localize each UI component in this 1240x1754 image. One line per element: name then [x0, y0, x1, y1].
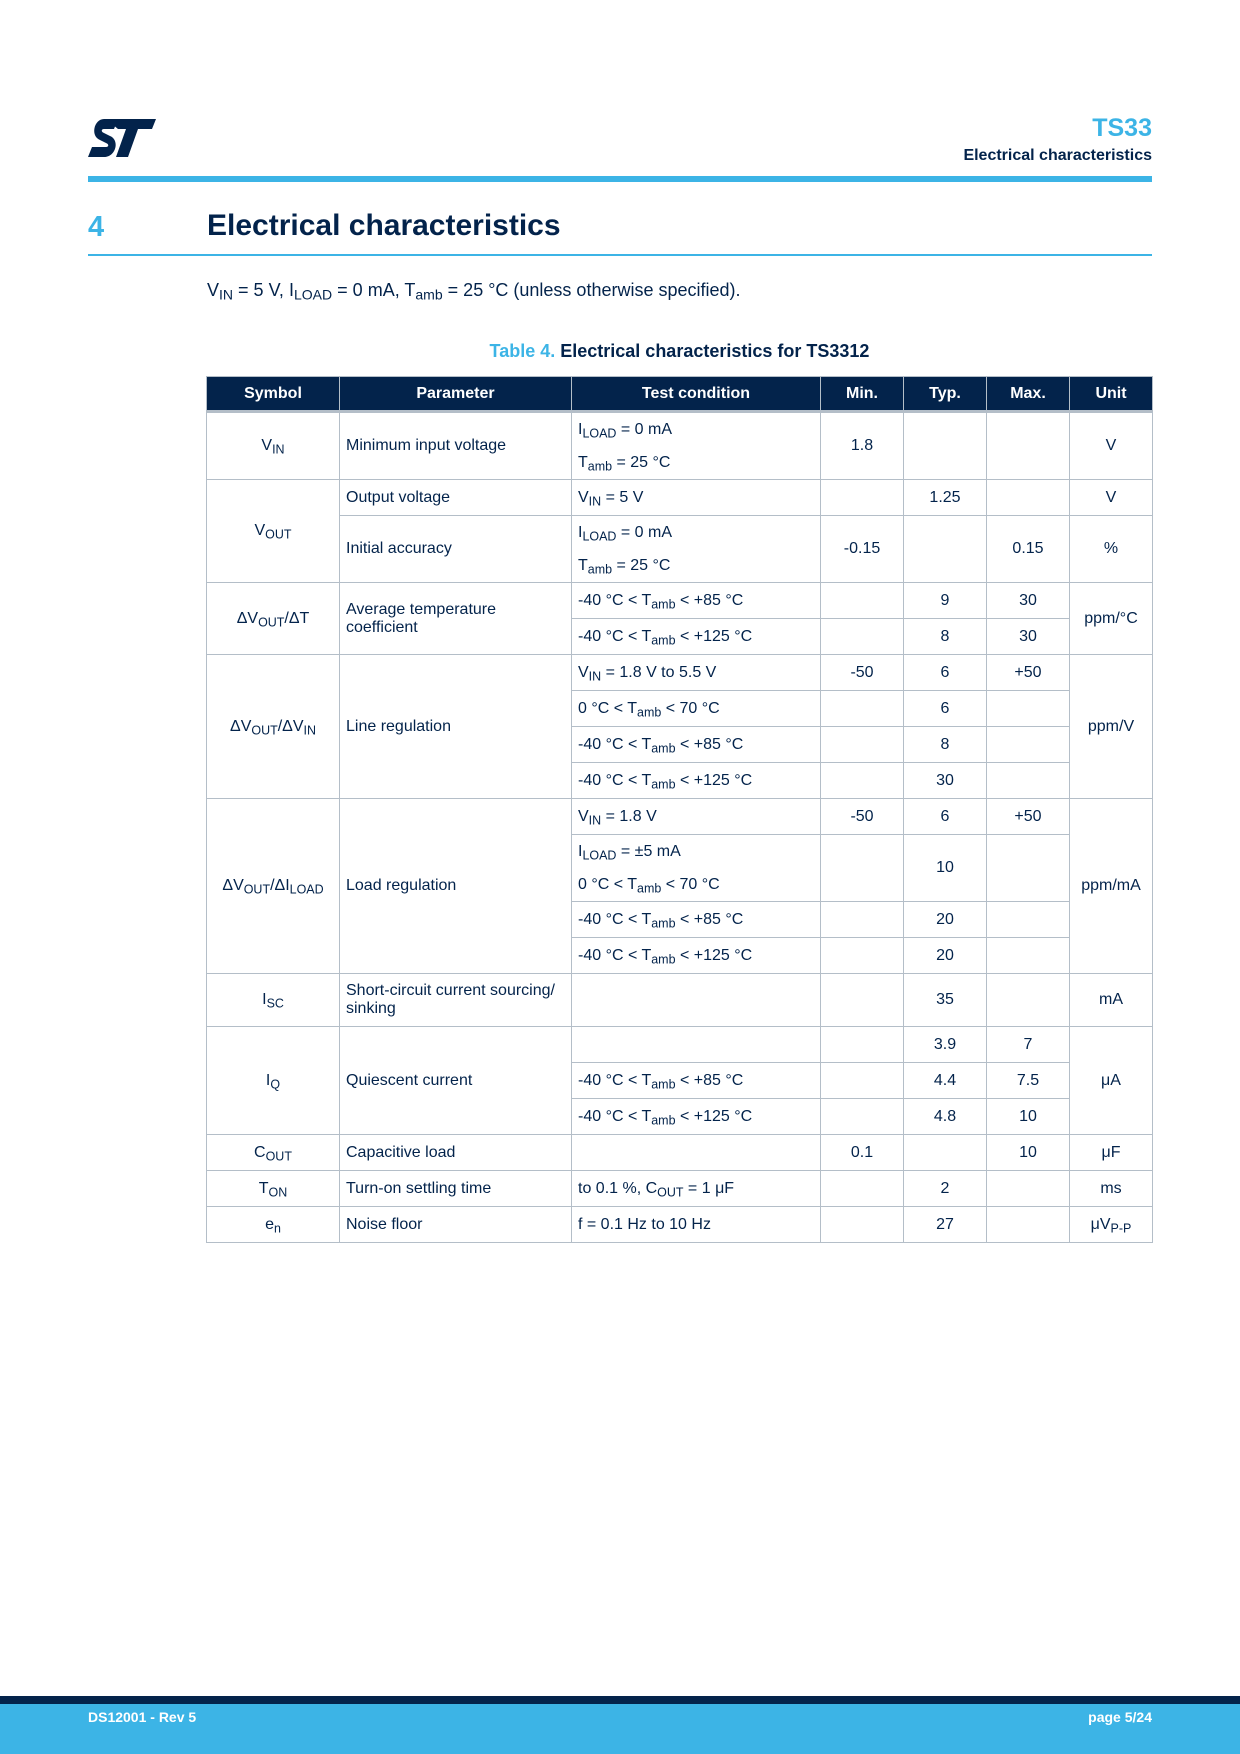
min-cell: 0.1	[821, 1135, 904, 1171]
parameter-cell: Turn-on settling time	[340, 1171, 572, 1207]
max-cell	[987, 1171, 1070, 1207]
table-row	[207, 480, 1153, 516]
col-header-typ: Typ.	[904, 377, 987, 412]
parameter-cell: Noise floor	[340, 1207, 572, 1243]
col-header-min: Min.	[821, 377, 904, 412]
condition-cell: $I_{LOAD} = \pm 5$ mA 0 $^\circ C < T_{amb} < 70$ °C	[572, 835, 821, 902]
condition-cell: -40 $^\circ C < T_{amb} < +85$ °C	[572, 1063, 821, 1099]
condition-cell: -40 $^\circ C < T_{amb} < +85$ °C	[572, 583, 821, 619]
condition-cell: -40 $^\circ C < T_{amb} < +125$ °C	[572, 938, 821, 974]
min-cell	[821, 619, 904, 655]
typ-cell: 2	[904, 1171, 987, 1207]
table-row	[207, 412, 1153, 480]
col-header-parameter: Parameter	[340, 377, 572, 412]
table-row	[207, 1135, 1153, 1171]
min-cell	[821, 1171, 904, 1207]
min-cell	[821, 1027, 904, 1063]
max-cell	[987, 902, 1070, 938]
symbol-cell: $T_{ON}$	[207, 1171, 340, 1207]
max-cell	[987, 691, 1070, 727]
condition-cell: $I_{LOAD} = 0$ mA $T_{amb} = 25$ °C	[572, 516, 821, 583]
max-cell: 0.15	[987, 516, 1070, 583]
symbol-cell: $I_Q$	[207, 1027, 340, 1135]
max-cell	[987, 412, 1070, 480]
parameter-cell: Load regulation	[340, 799, 572, 974]
unit-cell: μA	[1070, 1027, 1153, 1135]
footer-page-number: page 5/24	[1088, 1709, 1152, 1725]
max-cell: +50	[987, 655, 1070, 691]
unit-cell: ppm/°C	[1070, 583, 1153, 655]
symbol-cell: $\Delta V_{OUT}/\Delta I_{LOAD}$	[207, 799, 340, 974]
condition-cell: -40 $^\circ C < T_{amb} < +125$ °C	[572, 763, 821, 799]
symbol-cell: $e_n$	[207, 1207, 340, 1243]
table-caption-title: Electrical characteristics for TS3312	[555, 341, 870, 361]
typ-cell	[904, 1135, 987, 1171]
symbol-cell: $I_{SC}$	[207, 974, 340, 1027]
condition-cell: -40 $^\circ C < T_{amb} < +125$ °C	[572, 619, 821, 655]
table-header-row	[207, 377, 1153, 412]
typ-cell	[904, 412, 987, 480]
typ-cell: 20	[904, 938, 987, 974]
condition-cell: f = 0.1 Hz to 10 Hz	[572, 1207, 821, 1243]
max-cell	[987, 1207, 1070, 1243]
symbol-cell: $\Delta V_{OUT}/\Delta V_{IN}$	[207, 655, 340, 799]
footer-bar-dark	[0, 1696, 1240, 1704]
max-cell	[987, 974, 1070, 1027]
section-rule	[88, 254, 1152, 256]
table-row	[207, 1207, 1153, 1243]
table-row	[207, 1027, 1153, 1063]
min-cell	[821, 480, 904, 516]
max-cell: 10	[987, 1135, 1070, 1171]
typ-cell	[904, 516, 987, 583]
unit-cell: $\mu V_{P-P}$	[1070, 1207, 1153, 1243]
parameter-cell: Line regulation	[340, 655, 572, 799]
symbol-cell: $\Delta V_{OUT}/\Delta T$	[207, 583, 340, 655]
col-header-unit: Unit	[1070, 377, 1153, 412]
parameter-cell: Output voltage	[340, 480, 572, 516]
max-cell: 7	[987, 1027, 1070, 1063]
typ-cell: 35	[904, 974, 987, 1027]
condition-cell: 0 $^\circ C < T_{amb} < 70$ °C	[572, 691, 821, 727]
parameter-cell: Capacitive load	[340, 1135, 572, 1171]
typ-cell: 27	[904, 1207, 987, 1243]
unit-cell: %	[1070, 516, 1153, 583]
typ-cell: 6	[904, 655, 987, 691]
col-header-symbol: Symbol	[207, 377, 340, 412]
section-title: Electrical characteristics	[207, 209, 561, 242]
min-cell	[821, 583, 904, 619]
min-cell	[821, 1099, 904, 1135]
footer-doc-id: DS12001 - Rev 5	[88, 1709, 197, 1725]
min-cell	[821, 727, 904, 763]
table-row	[207, 974, 1153, 1027]
parameter-cell: Initial accuracy	[340, 516, 572, 583]
unit-cell: mA	[1070, 974, 1153, 1027]
unit-cell: ppm/V	[1070, 655, 1153, 799]
max-cell	[987, 727, 1070, 763]
max-cell: 30	[987, 619, 1070, 655]
max-cell	[987, 938, 1070, 974]
table-row	[207, 655, 1153, 691]
min-cell	[821, 691, 904, 727]
unit-cell: ppm/mA	[1070, 799, 1153, 974]
min-cell	[821, 938, 904, 974]
condition-cell	[572, 1135, 821, 1171]
header-rule	[88, 176, 1152, 182]
condition-cell: to 0.1 %, $C_{OUT} = 1$ μF	[572, 1171, 821, 1207]
typ-cell: 10	[904, 835, 987, 902]
typ-cell: 8	[904, 619, 987, 655]
unit-cell: ms	[1070, 1171, 1153, 1207]
parameter-cell: Minimum input voltage	[340, 412, 572, 480]
typ-cell: 9	[904, 583, 987, 619]
min-cell	[821, 902, 904, 938]
max-cell: 10	[987, 1099, 1070, 1135]
condition-cell	[572, 1027, 821, 1063]
table-row	[207, 1171, 1153, 1207]
max-cell	[987, 480, 1070, 516]
unit-cell: V	[1070, 412, 1153, 480]
typ-cell: 30	[904, 763, 987, 799]
condition-cell: -40 $^\circ C < T_{amb} < +125$ °C	[572, 1099, 821, 1135]
parameter-cell: Average temperature coefficient	[340, 583, 572, 655]
condition-cell: -40 $^\circ C < T_{amb} < +85$ °C	[572, 902, 821, 938]
header-product: TS33	[1092, 114, 1152, 142]
condition-cell: -40 $^\circ C < T_{amb} < +85$ °C	[572, 727, 821, 763]
condition-cell: $I_{LOAD} = 0$ mA $T_{amb} = 25$ °C	[572, 412, 821, 480]
header-section: Electrical characteristics	[963, 147, 1152, 164]
col-header-test-condition: Test condition	[572, 377, 821, 412]
min-cell	[821, 1063, 904, 1099]
condition-cell: $V_{IN} = 1.8$ V	[572, 799, 821, 835]
symbol-cell: $V_{OUT}$	[207, 480, 340, 583]
condition-cell: $V_{IN} = 5$ V	[572, 480, 821, 516]
table-row	[207, 583, 1153, 619]
typ-cell: 4.4	[904, 1063, 987, 1099]
typ-cell: 20	[904, 902, 987, 938]
unit-cell: V	[1070, 480, 1153, 516]
parameter-cell: Quiescent current	[340, 1027, 572, 1135]
section-number: 4	[88, 211, 105, 243]
condition-cell: $V_{IN} = 1.8$ V to 5.5 V	[572, 655, 821, 691]
min-cell	[821, 974, 904, 1027]
typ-cell: 1.25	[904, 480, 987, 516]
min-cell	[821, 763, 904, 799]
typ-cell: 4.8	[904, 1099, 987, 1135]
table-caption-label: Table 4.	[489, 341, 556, 361]
max-cell	[987, 835, 1070, 902]
min-cell: -0.15	[821, 516, 904, 583]
max-cell: 7.5	[987, 1063, 1070, 1099]
symbol-cell: $C_{OUT}$	[207, 1135, 340, 1171]
test-conditions-text: $V_{IN} = 5$ V, $I_{LOAD} = 0$ mA, $T_{amb} = 25$ °C (unless otherwise specified).	[207, 280, 741, 303]
typ-cell: 3.9	[904, 1027, 987, 1063]
min-cell	[821, 835, 904, 902]
condition-cell	[572, 974, 821, 1027]
st-logo	[88, 119, 156, 157]
min-cell	[821, 1207, 904, 1243]
table-caption	[207, 341, 1152, 362]
max-cell: +50	[987, 799, 1070, 835]
col-header-max: Max.	[987, 377, 1070, 412]
min-cell: -50	[821, 799, 904, 835]
min-cell: -50	[821, 655, 904, 691]
max-cell: 30	[987, 583, 1070, 619]
unit-cell: μF	[1070, 1135, 1153, 1171]
typ-cell: 6	[904, 799, 987, 835]
typ-cell: 8	[904, 727, 987, 763]
min-cell: 1.8	[821, 412, 904, 480]
max-cell	[987, 763, 1070, 799]
parameter-cell: Short-circuit current sourcing/ sinking	[340, 974, 572, 1027]
typ-cell: 6	[904, 691, 987, 727]
table-row	[207, 516, 1153, 583]
electrical-characteristics-table	[206, 376, 1153, 1243]
table-row	[207, 799, 1153, 835]
symbol-cell: $V_{IN}$	[207, 412, 340, 480]
